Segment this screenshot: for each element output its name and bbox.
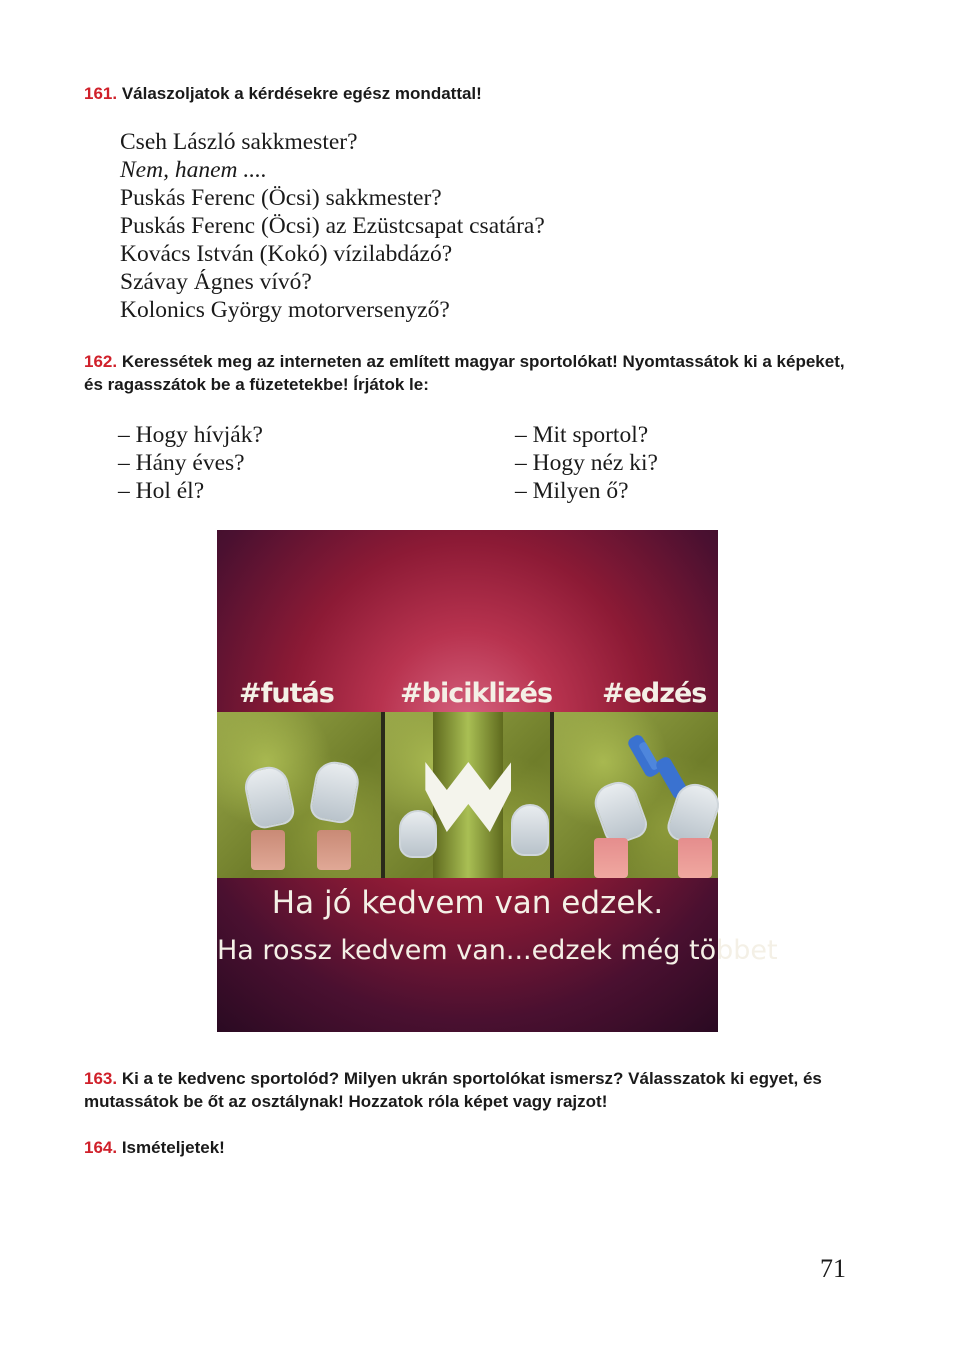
leg-right	[678, 838, 712, 878]
task-163-heading	[84, 1067, 864, 1113]
task-164-heading	[84, 1136, 864, 1159]
hashtag-cycling: #biciklizés	[400, 678, 553, 709]
list-item: – Hány éves?	[118, 450, 245, 476]
answer-prompt: Nem, hanem ....	[120, 157, 267, 183]
cycling-photo	[385, 712, 549, 878]
sneaker-left	[399, 810, 437, 858]
question-list-left	[118, 421, 263, 505]
task-162-heading	[84, 350, 864, 396]
question-line: Puskás Ferenc (Öcsi) az Ezüstcsapat csatára?	[120, 213, 545, 239]
list-item: – Hogy hívják?	[118, 422, 263, 448]
task-number: 163.	[84, 1069, 118, 1088]
list-item: – Hol él?	[118, 478, 205, 504]
sport-motivation-image	[217, 530, 778, 1032]
task-instruction: Ki a te kedvenc sportolód? Milyen ukrán sportolókat ismersz? Válasszatok ki egyet, és mutassátok be őt az osztálynak! Hozzatok róla képet vagy rajzot!	[84, 1069, 822, 1111]
task-instruction: Válaszoljatok a kérdésekre egész mondattal!	[121, 84, 482, 103]
hashtag-workout: #edzés	[602, 678, 707, 709]
list-item: – Mit sportol?	[515, 422, 649, 448]
question-line: Puskás Ferenc (Öcsi) sakkmester?	[120, 185, 442, 211]
task-instruction: Keressétek meg az interneten az említett magyar sportolókat! Nyomtassátok ki a képeket, és ragasszátok be a füzetetekbe! Írjátok le:	[84, 352, 845, 394]
page-number: 71	[820, 1254, 846, 1283]
leg-left	[594, 838, 628, 878]
sneaker-left	[241, 763, 297, 831]
task-161-heading	[84, 82, 864, 105]
hashtag-running: #futás	[239, 678, 334, 709]
question-line: Szávay Ágnes vívó?	[120, 269, 312, 295]
question-line: Kovács István (Kokó) vízilabdázó?	[120, 241, 453, 267]
task-number: 161.	[84, 84, 118, 103]
motivation-quote-line-2: Ha rossz kedvem van...edzek még többet	[217, 935, 778, 966]
task-number: 162.	[84, 352, 118, 371]
question-line: Cseh László sakkmester?	[120, 129, 358, 155]
leg-left	[251, 830, 285, 870]
question-list-right	[515, 421, 658, 505]
sneaker-right	[511, 804, 549, 856]
question-line: Kolonics György motorversenyző?	[120, 297, 450, 323]
photo-strip	[217, 712, 718, 878]
task-instruction: Ismételjetek!	[121, 1138, 225, 1157]
task-161-questions	[120, 128, 545, 324]
leg-right	[317, 830, 351, 870]
running-photo	[217, 712, 381, 878]
list-item: – Milyen ő?	[515, 478, 629, 504]
list-item: – Hogy néz ki?	[515, 450, 658, 476]
workout-photo	[554, 712, 718, 878]
sneaker-right	[308, 759, 362, 826]
motivation-quote-line-1: Ha jó kedvem van edzek.	[271, 885, 664, 921]
sneaker-left	[589, 776, 651, 847]
task-number: 164.	[84, 1138, 118, 1157]
